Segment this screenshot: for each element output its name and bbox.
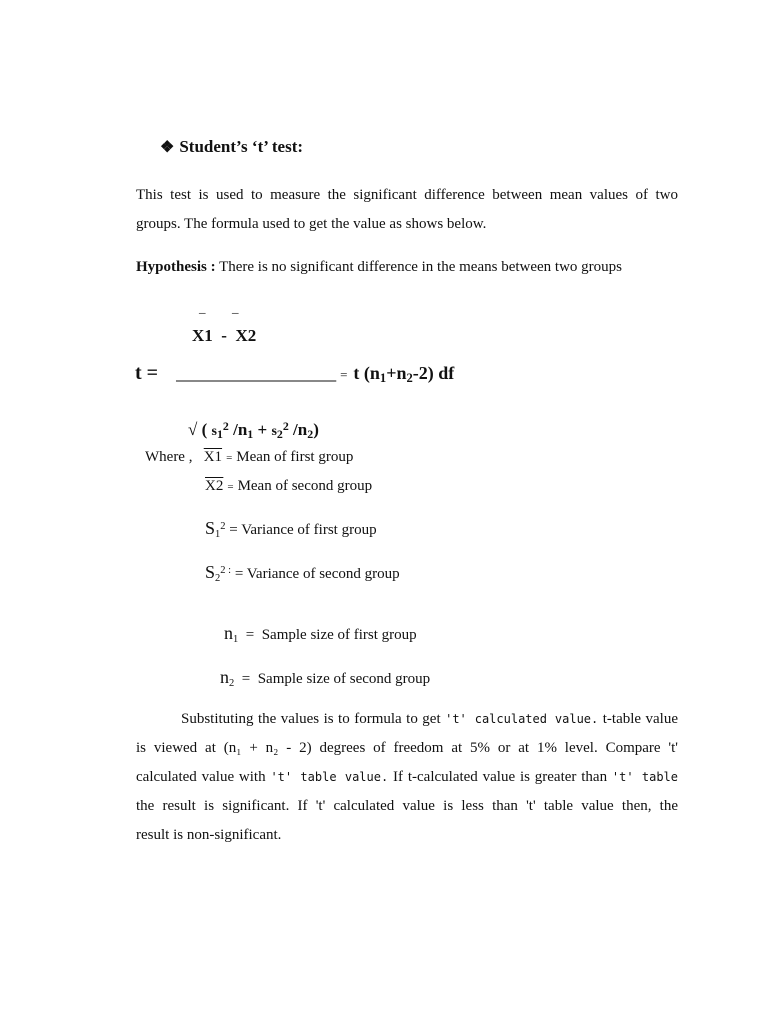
def-n2: $n_2$ = Sample size of second group bbox=[220, 667, 431, 689]
intro-line-1: This test is used to measure the significant difference between mean values of two bbox=[136, 187, 678, 203]
sqrt-icon: √ ( bbox=[188, 420, 212, 439]
para-line-2: is viewed at (n₁ + n₂ - 2) degrees of freedom at 5% or at 1% level. Compare 't' bbox=[136, 740, 678, 756]
para-line-5: result is non-significant. bbox=[136, 827, 282, 843]
mean-bar-2: _ bbox=[232, 300, 239, 315]
para-line-4: the result is significant. If 't' calculated value is less than 't' table value then, the bbox=[136, 798, 678, 814]
para-line-3: calculated value with 't' table value. If t-calculated value is greater than 't' table bbox=[136, 769, 679, 785]
n1-text: = Sample size of first group bbox=[238, 627, 417, 643]
def-n1: $n_1$ = Sample size of first group bbox=[224, 623, 417, 645]
t-equals: t = bbox=[135, 362, 159, 384]
formula-denominator: √ ( $s_1^2$ $/n_1 + s_2^2$ $/n_2$) bbox=[188, 418, 319, 441]
def-x1: Where , X1 = Mean of first group bbox=[145, 449, 354, 465]
formula-numerator: X1 - X2 bbox=[192, 326, 257, 345]
hypothesis-label: Hypothesis : bbox=[136, 259, 216, 275]
formula-rhs: t $(n_1+n_2-2)$ df bbox=[353, 363, 455, 386]
fraction-bar: ________________ bbox=[176, 362, 337, 384]
def-s2: $S_2^{2 :}$ = Variance of second group bbox=[205, 562, 400, 584]
diamond-bullet-icon: ❖ bbox=[160, 139, 175, 156]
def-x2: X2 = Mean of second group bbox=[205, 478, 373, 494]
section-heading bbox=[160, 137, 303, 157]
heading-title: Student’s ‘t’ test: bbox=[179, 137, 304, 156]
x2-text: Mean of second group bbox=[237, 478, 373, 494]
hypothesis-line bbox=[136, 257, 622, 277]
where-label: Where , bbox=[145, 449, 193, 465]
intro-line-2: groups. The formula used to get the value as shows below. bbox=[136, 216, 487, 232]
x1-text: Mean of first group bbox=[236, 449, 354, 465]
n2-text: = Sample size of second group bbox=[234, 671, 431, 687]
def-s1: $S_1^2$ = Variance of first group bbox=[205, 518, 377, 540]
para-line-1: Substituting the values is to formula to get 't' calculated value. t-table value bbox=[181, 711, 679, 727]
hypothesis-text: There is no significant difference in the means between two groups bbox=[215, 259, 622, 275]
formula-t-line bbox=[135, 362, 454, 385]
formula-equals: = bbox=[340, 367, 348, 382]
x2-symbol: X2 bbox=[205, 478, 224, 494]
s2-text: = Variance of second group bbox=[231, 566, 400, 582]
mean-bar-1: _ bbox=[199, 300, 206, 315]
s1-text: = Variance of first group bbox=[225, 522, 377, 538]
x1-symbol: X1 bbox=[203, 449, 223, 465]
